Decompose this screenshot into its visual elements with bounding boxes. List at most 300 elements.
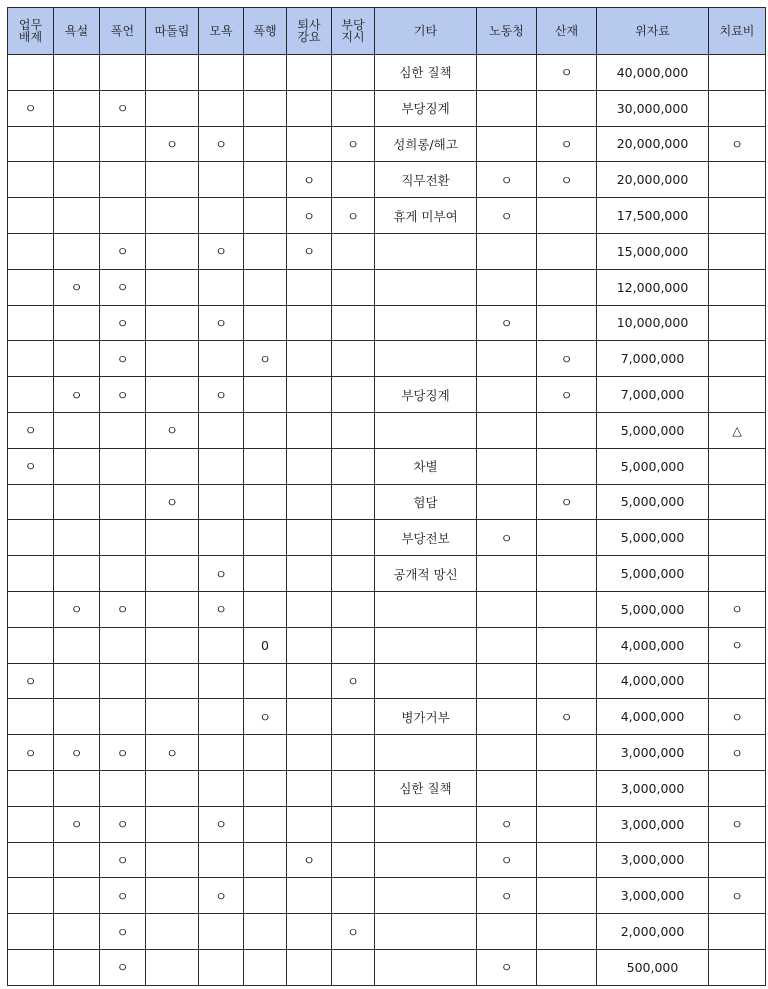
table-cell bbox=[146, 949, 199, 985]
table-cell bbox=[146, 198, 199, 234]
table-cell bbox=[537, 90, 597, 126]
column-header bbox=[146, 8, 199, 55]
table-cell bbox=[146, 770, 199, 806]
table-cell: ㅇ bbox=[709, 735, 766, 771]
table-cell bbox=[146, 699, 199, 735]
table-cell bbox=[287, 305, 332, 341]
table-cell: ㅇ bbox=[8, 735, 54, 771]
table-cell: 4,000,000 bbox=[597, 627, 709, 663]
table-cell: ㅇ bbox=[709, 878, 766, 914]
table-cell bbox=[54, 305, 100, 341]
table-cell bbox=[332, 770, 375, 806]
table-cell bbox=[244, 377, 287, 413]
table-cell bbox=[332, 842, 375, 878]
table-cell: 5,000,000 bbox=[597, 556, 709, 592]
compensation-table bbox=[7, 7, 766, 986]
table-row bbox=[8, 377, 766, 413]
table-row bbox=[8, 520, 766, 556]
table-cell bbox=[287, 55, 332, 91]
table-cell bbox=[477, 269, 537, 305]
table-row bbox=[8, 341, 766, 377]
table-cell bbox=[709, 448, 766, 484]
table-cell bbox=[332, 269, 375, 305]
table-cell bbox=[537, 412, 597, 448]
table-cell bbox=[54, 162, 100, 198]
table-cell bbox=[287, 520, 332, 556]
table-cell bbox=[332, 305, 375, 341]
table-cell bbox=[287, 914, 332, 950]
table-row bbox=[8, 591, 766, 627]
table-cell bbox=[100, 126, 146, 162]
table-cell: ㅇ bbox=[199, 233, 244, 269]
table-cell: 17,500,000 bbox=[597, 198, 709, 234]
table-cell: ㅇ bbox=[287, 233, 332, 269]
table-cell bbox=[287, 341, 332, 377]
table-cell bbox=[709, 842, 766, 878]
table-cell bbox=[54, 341, 100, 377]
table-cell bbox=[100, 627, 146, 663]
table-cell bbox=[8, 699, 54, 735]
table-cell bbox=[199, 341, 244, 377]
table-cell bbox=[477, 412, 537, 448]
table-cell bbox=[8, 949, 54, 985]
table-cell: 심한 질책 bbox=[375, 55, 477, 91]
table-cell: 5,000,000 bbox=[597, 412, 709, 448]
table-cell bbox=[8, 591, 54, 627]
table-cell bbox=[709, 162, 766, 198]
table-cell bbox=[244, 126, 287, 162]
column-header-label: 부당지시 bbox=[341, 17, 365, 44]
table-cell bbox=[477, 699, 537, 735]
table-row bbox=[8, 627, 766, 663]
table-cell: ㅇ bbox=[100, 878, 146, 914]
column-header bbox=[54, 8, 100, 55]
table-cell bbox=[287, 699, 332, 735]
table-cell: ㅇ bbox=[537, 126, 597, 162]
table-row bbox=[8, 735, 766, 771]
table-cell bbox=[146, 806, 199, 842]
column-header bbox=[332, 8, 375, 55]
table-cell bbox=[8, 126, 54, 162]
table-cell bbox=[477, 126, 537, 162]
table-cell bbox=[54, 842, 100, 878]
table-cell bbox=[375, 305, 477, 341]
column-header-label: 위자료 bbox=[635, 23, 670, 38]
table-cell bbox=[54, 878, 100, 914]
table-cell bbox=[8, 556, 54, 592]
table-cell bbox=[244, 90, 287, 126]
table-cell: ㅇ bbox=[332, 914, 375, 950]
table-row bbox=[8, 305, 766, 341]
table-cell bbox=[100, 484, 146, 520]
table-cell bbox=[287, 377, 332, 413]
table-cell: 12,000,000 bbox=[597, 269, 709, 305]
table-cell bbox=[477, 735, 537, 771]
table-row bbox=[8, 162, 766, 198]
table-cell bbox=[199, 914, 244, 950]
table-cell: ㅇ bbox=[709, 699, 766, 735]
table-row bbox=[8, 663, 766, 699]
table-cell bbox=[287, 770, 332, 806]
table-cell: ㅇ bbox=[199, 878, 244, 914]
table-cell bbox=[537, 233, 597, 269]
table-cell bbox=[8, 233, 54, 269]
table-cell: ㅇ bbox=[100, 591, 146, 627]
table-cell bbox=[287, 949, 332, 985]
table-cell: ㅇ bbox=[8, 663, 54, 699]
table-cell bbox=[332, 233, 375, 269]
table-cell: ㅇ bbox=[477, 949, 537, 985]
table-cell: ㅇ bbox=[332, 126, 375, 162]
table-cell bbox=[54, 126, 100, 162]
table-cell bbox=[375, 412, 477, 448]
table-cell bbox=[709, 949, 766, 985]
column-header-label: 치료비 bbox=[719, 23, 755, 38]
table-cell bbox=[709, 305, 766, 341]
table-cell bbox=[332, 591, 375, 627]
table-cell: ㅇ bbox=[54, 269, 100, 305]
table-cell bbox=[709, 90, 766, 126]
table-row bbox=[8, 484, 766, 520]
table-cell: ㅇ bbox=[54, 377, 100, 413]
table-cell bbox=[332, 448, 375, 484]
table-cell: ㅇ bbox=[100, 233, 146, 269]
table-cell bbox=[100, 520, 146, 556]
table-cell bbox=[537, 448, 597, 484]
table-cell: ㅇ bbox=[100, 842, 146, 878]
table-cell bbox=[537, 914, 597, 950]
table-cell: ㅇ bbox=[287, 162, 332, 198]
table-cell: ㅇ bbox=[100, 735, 146, 771]
column-header bbox=[244, 8, 287, 55]
table-cell: 병가거부 bbox=[375, 699, 477, 735]
table-row bbox=[8, 269, 766, 305]
table-cell: ㅇ bbox=[537, 341, 597, 377]
table-cell bbox=[244, 770, 287, 806]
table-cell: ㅇ bbox=[477, 198, 537, 234]
table-cell bbox=[100, 556, 146, 592]
table-cell bbox=[287, 878, 332, 914]
table-cell bbox=[244, 806, 287, 842]
table-cell bbox=[332, 699, 375, 735]
table-row bbox=[8, 126, 766, 162]
table-cell bbox=[244, 412, 287, 448]
table-cell bbox=[287, 806, 332, 842]
table-cell: 부당징계 bbox=[375, 90, 477, 126]
table-cell bbox=[199, 770, 244, 806]
table-cell: ㅇ bbox=[100, 377, 146, 413]
table-row bbox=[8, 90, 766, 126]
table-cell: ㅇ bbox=[100, 341, 146, 377]
table-cell bbox=[146, 591, 199, 627]
table-cell bbox=[244, 269, 287, 305]
table-cell bbox=[199, 448, 244, 484]
table-cell bbox=[287, 663, 332, 699]
table-cell: ㅇ bbox=[100, 90, 146, 126]
table-cell bbox=[244, 233, 287, 269]
table-cell: 공개적 망신 bbox=[375, 556, 477, 592]
table-cell bbox=[199, 949, 244, 985]
table-cell: ㅇ bbox=[100, 269, 146, 305]
table-cell bbox=[244, 55, 287, 91]
table-cell bbox=[332, 627, 375, 663]
table-cell: 15,000,000 bbox=[597, 233, 709, 269]
table-cell bbox=[477, 448, 537, 484]
table-cell: ㅇ bbox=[537, 377, 597, 413]
table-cell bbox=[100, 663, 146, 699]
table-cell: ㅇ bbox=[332, 198, 375, 234]
table-cell bbox=[375, 663, 477, 699]
table-row bbox=[8, 878, 766, 914]
table-cell bbox=[287, 126, 332, 162]
table-cell bbox=[537, 305, 597, 341]
table-cell bbox=[8, 914, 54, 950]
table-cell: 5,000,000 bbox=[597, 520, 709, 556]
column-header-label: 퇴사강요 bbox=[297, 17, 321, 44]
table-cell: ㅇ bbox=[54, 735, 100, 771]
table-cell bbox=[709, 484, 766, 520]
table-cell bbox=[332, 162, 375, 198]
table-cell bbox=[332, 484, 375, 520]
table-cell bbox=[8, 269, 54, 305]
column-header-label: 노동청 bbox=[489, 23, 524, 38]
table-cell: ㅇ bbox=[287, 198, 332, 234]
table-cell bbox=[54, 55, 100, 91]
table-cell bbox=[709, 341, 766, 377]
table-row bbox=[8, 233, 766, 269]
table-row bbox=[8, 770, 766, 806]
table-cell bbox=[54, 699, 100, 735]
table-cell: 7,000,000 bbox=[597, 377, 709, 413]
column-header-label: 폭행 bbox=[253, 23, 277, 38]
table-cell: 500,000 bbox=[597, 949, 709, 985]
table-cell bbox=[244, 663, 287, 699]
table-cell bbox=[8, 627, 54, 663]
column-header bbox=[8, 8, 54, 55]
table-cell: 2,000,000 bbox=[597, 914, 709, 950]
table-cell bbox=[100, 699, 146, 735]
table-cell: ㅇ bbox=[477, 520, 537, 556]
table-cell: 0 bbox=[244, 627, 287, 663]
table-cell bbox=[244, 556, 287, 592]
table-cell bbox=[375, 735, 477, 771]
table-cell bbox=[709, 770, 766, 806]
table-cell bbox=[332, 55, 375, 91]
table-cell: ㅇ bbox=[244, 699, 287, 735]
table-cell bbox=[537, 663, 597, 699]
table-cell bbox=[244, 591, 287, 627]
table-cell bbox=[146, 269, 199, 305]
table-cell bbox=[244, 520, 287, 556]
table-cell: ㅇ bbox=[332, 663, 375, 699]
table-cell: ㅇ bbox=[146, 412, 199, 448]
table-cell bbox=[54, 198, 100, 234]
table-cell bbox=[100, 770, 146, 806]
table-cell: ㅇ bbox=[199, 126, 244, 162]
table-cell bbox=[54, 663, 100, 699]
table-cell bbox=[54, 914, 100, 950]
table-cell bbox=[709, 520, 766, 556]
table-cell bbox=[537, 520, 597, 556]
column-header-label: 업무배제 bbox=[18, 17, 43, 44]
column-header bbox=[199, 8, 244, 55]
table-cell bbox=[709, 233, 766, 269]
table-row bbox=[8, 914, 766, 950]
table-cell bbox=[477, 90, 537, 126]
table-cell: 심한 질책 bbox=[375, 770, 477, 806]
table-cell bbox=[375, 591, 477, 627]
table-cell bbox=[477, 914, 537, 950]
table-cell bbox=[54, 627, 100, 663]
table-cell: 20,000,000 bbox=[597, 126, 709, 162]
table-cell: ㅇ bbox=[537, 699, 597, 735]
table-cell bbox=[146, 627, 199, 663]
header-row bbox=[8, 8, 766, 55]
column-header-label: 욕설 bbox=[64, 23, 89, 38]
table-row bbox=[8, 55, 766, 91]
table-cell bbox=[477, 484, 537, 520]
table-cell bbox=[146, 842, 199, 878]
table-cell bbox=[709, 55, 766, 91]
table-cell: ㅇ bbox=[477, 878, 537, 914]
column-header-label: 모욕 bbox=[209, 23, 233, 38]
table-cell bbox=[146, 377, 199, 413]
table-cell bbox=[146, 878, 199, 914]
table-cell bbox=[244, 305, 287, 341]
table-cell bbox=[477, 770, 537, 806]
table-cell bbox=[287, 591, 332, 627]
column-header bbox=[477, 8, 537, 55]
table-cell bbox=[287, 269, 332, 305]
table-row bbox=[8, 699, 766, 735]
table-cell: ㅇ bbox=[100, 949, 146, 985]
table-cell bbox=[199, 55, 244, 91]
table-cell bbox=[709, 914, 766, 950]
column-header bbox=[100, 8, 146, 55]
table-cell: ㅇ bbox=[54, 591, 100, 627]
table-cell: ㅇ bbox=[146, 484, 199, 520]
table-row bbox=[8, 412, 766, 448]
table-cell: 5,000,000 bbox=[597, 448, 709, 484]
table-body bbox=[8, 55, 766, 986]
table-cell bbox=[375, 269, 477, 305]
table-cell: ㅇ bbox=[537, 162, 597, 198]
table-cell bbox=[8, 377, 54, 413]
table-cell bbox=[287, 448, 332, 484]
table-cell bbox=[100, 198, 146, 234]
table-cell: ㅇ bbox=[146, 126, 199, 162]
table-cell: 40,000,000 bbox=[597, 55, 709, 91]
table-cell bbox=[287, 627, 332, 663]
table-cell bbox=[244, 198, 287, 234]
table-cell bbox=[709, 663, 766, 699]
table-cell bbox=[146, 556, 199, 592]
table-cell: ㅇ bbox=[8, 90, 54, 126]
table-cell bbox=[146, 520, 199, 556]
table-cell: 성희롱/해고 bbox=[375, 126, 477, 162]
table-cell: ㅇ bbox=[709, 126, 766, 162]
table-cell bbox=[537, 591, 597, 627]
table-cell: ㅇ bbox=[8, 448, 54, 484]
table-cell bbox=[287, 556, 332, 592]
table-cell bbox=[199, 198, 244, 234]
table-cell: 7,000,000 bbox=[597, 341, 709, 377]
table-cell bbox=[54, 770, 100, 806]
table-cell bbox=[146, 233, 199, 269]
table-cell bbox=[537, 627, 597, 663]
table-row bbox=[8, 949, 766, 985]
table-cell bbox=[199, 735, 244, 771]
table-cell bbox=[199, 842, 244, 878]
table-cell: ㅇ bbox=[146, 735, 199, 771]
table-cell: 부당전보 bbox=[375, 520, 477, 556]
table-cell bbox=[199, 90, 244, 126]
table-cell: 5,000,000 bbox=[597, 591, 709, 627]
table-cell bbox=[709, 198, 766, 234]
table-cell bbox=[332, 556, 375, 592]
table-row bbox=[8, 842, 766, 878]
table-cell: ㅇ bbox=[100, 806, 146, 842]
table-cell bbox=[8, 484, 54, 520]
table-cell bbox=[199, 412, 244, 448]
table-cell bbox=[54, 233, 100, 269]
table-row bbox=[8, 448, 766, 484]
table-cell bbox=[199, 699, 244, 735]
table-cell bbox=[8, 55, 54, 91]
table-cell bbox=[199, 520, 244, 556]
table-cell bbox=[375, 806, 477, 842]
table-cell: ㅇ bbox=[100, 914, 146, 950]
table-cell bbox=[537, 878, 597, 914]
table-cell: 3,000,000 bbox=[597, 842, 709, 878]
table-cell bbox=[375, 949, 477, 985]
table-cell bbox=[537, 735, 597, 771]
table-cell bbox=[332, 806, 375, 842]
table-cell: 3,000,000 bbox=[597, 806, 709, 842]
table-cell bbox=[8, 198, 54, 234]
table-cell bbox=[375, 233, 477, 269]
table-cell bbox=[199, 663, 244, 699]
table-cell: 3,000,000 bbox=[597, 878, 709, 914]
table-cell: 10,000,000 bbox=[597, 305, 709, 341]
table-cell bbox=[244, 878, 287, 914]
table-cell bbox=[146, 663, 199, 699]
table-cell bbox=[100, 55, 146, 91]
table-cell: △ bbox=[709, 412, 766, 448]
table-cell bbox=[54, 556, 100, 592]
table-cell: 4,000,000 bbox=[597, 699, 709, 735]
table-cell: ㅇ bbox=[244, 341, 287, 377]
table-cell bbox=[332, 377, 375, 413]
column-header-label: 산재 bbox=[554, 23, 579, 38]
table-cell: ㅇ bbox=[477, 305, 537, 341]
table-cell bbox=[54, 949, 100, 985]
table-cell bbox=[709, 556, 766, 592]
table-cell: 차별 bbox=[375, 448, 477, 484]
column-header bbox=[537, 8, 597, 55]
table-cell bbox=[54, 90, 100, 126]
table-cell bbox=[8, 341, 54, 377]
table-cell bbox=[244, 448, 287, 484]
table-cell: ㅇ bbox=[537, 484, 597, 520]
table-cell bbox=[100, 162, 146, 198]
table-cell: ㅇ bbox=[709, 591, 766, 627]
table-cell bbox=[537, 269, 597, 305]
table-cell bbox=[537, 806, 597, 842]
column-header bbox=[597, 8, 709, 55]
table-cell bbox=[477, 556, 537, 592]
table-cell bbox=[332, 90, 375, 126]
